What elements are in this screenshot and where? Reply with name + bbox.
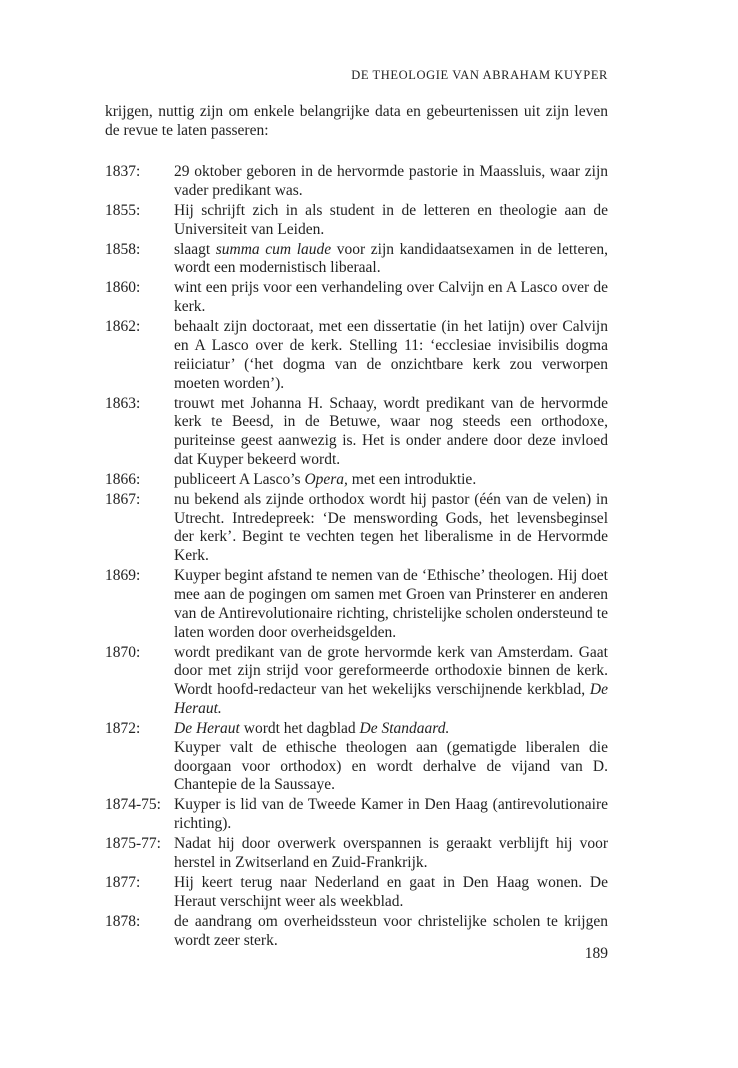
chronology-entry-1837	[105, 163, 608, 201]
entry-year: 1875-77:	[105, 835, 161, 853]
entry-year: 1872:	[105, 719, 141, 737]
intro-paragraph: krijgen, nuttig zijn om enkele belangrijke data en gebeurtenissen uit zijn leven de revue te laten passeren:	[105, 103, 608, 139]
chronology-entry-1872	[105, 720, 608, 795]
entry-year: 1870:	[105, 643, 141, 661]
entry-text-italic: De Heraut	[174, 719, 240, 737]
entry-year: 1869:	[105, 567, 141, 585]
entry-text	[174, 720, 608, 795]
entry-text-part: met een introduktie.	[347, 470, 477, 488]
entry-text: wint een prijs voor een verhandeling over Calvijn en A Lasco over de kerk.	[174, 279, 608, 316]
entry-text-line	[174, 720, 608, 739]
entry-text: Kuyper begint afstand te nemen van de ‘Ethische’ theologen. Hij doet mee aan de pogingen om samen met Groen van Prinsterer en anderen van de Antirevolutionaire richting, christelijke scholen ondersteund te laten worden door overheidsgelden.	[174, 567, 608, 641]
chronology-entry-1877	[105, 874, 608, 912]
entry-text	[174, 644, 608, 719]
entry-text-part: slaagt	[174, 240, 216, 258]
entry-year: 1862:	[105, 318, 141, 336]
entry-text-line: Kuyper valt de ethische theologen aan (gematigde liberalen die doorgaan voor orthodox) en wordt derhalve de vijand van D. Chantepie de la Saussaye.	[174, 738, 608, 794]
entry-text: de aandrang om overheidssteun voor christelijke scholen te krijgen wordt zeer sterk.	[174, 912, 608, 949]
entry-text-italic: Opera,	[304, 470, 348, 488]
entry-text-italic: De Heraut.	[174, 681, 608, 717]
chronology-entry-1863	[105, 395, 608, 470]
entry-year: 1837:	[105, 163, 141, 180]
entry-text-italic: De Standaard.	[359, 719, 450, 737]
chronology-entry-1875-77	[105, 835, 608, 873]
entry-text-part: wordt het dagblad	[239, 719, 360, 737]
entry-text	[174, 471, 608, 490]
entry-text	[174, 241, 608, 279]
entry-year: 1863:	[105, 394, 141, 412]
entry-year: 1874-75:	[105, 796, 161, 814]
entry-text: Nadat hij door overwerk overspannen is geraakt verblijft hij voor herstel in Zwitserland en Zuid-Frankrijk.	[174, 835, 608, 871]
entry-year: 1878:	[105, 912, 141, 930]
entry-text: Kuyper is lid van de Tweede Kamer in Den Haag (antirevolutionaire richting).	[174, 796, 608, 833]
chronology-entry-1874-75	[105, 796, 608, 834]
entry-text-part: publiceert A Lasco’s	[174, 470, 305, 488]
chronology-entry-1867	[105, 491, 608, 566]
entry-text-part: wordt predikant van de grote hervormde kerk van Amsterdam. Gaat door met zijn strijd voor gereformeerde orthodoxie binnen de kerk. Wordt hoofd-redacteur van het wekelijks verschijnende kerkblad,	[174, 643, 608, 699]
entry-year: 1855:	[105, 201, 141, 219]
chronology-entry-1855	[105, 202, 608, 240]
entry-year: 1858:	[105, 240, 141, 258]
entry-year: 1866:	[105, 470, 141, 488]
entry-year: 1877:	[105, 873, 141, 891]
entry-text: trouwt met Johanna H. Schaay, wordt predikant van de hervormde kerk te Beesd, in de Betuwe, waar nog steeds een orthodoxe, puriteinse geest aanwezig is. Het is onder andere door deze invloed dat Kuyper bekeerd wordt.	[174, 394, 608, 468]
chronology-entry-1866	[105, 471, 608, 490]
entry-text-part: voor zijn kandidaatsexamen in de letteren, wordt een modernistisch liberaal.	[174, 240, 608, 277]
chronology-entry-1862	[105, 318, 608, 393]
entry-text: 29 oktober geboren in de hervormde pastorie in Maassluis, waar zijn vader predikant was.	[174, 163, 608, 199]
chronology-entry-1858	[105, 241, 608, 279]
entry-text: nu bekend als zijnde orthodox wordt hij pastor (één van de velen) in Utrecht. Intredepreek: ‘De menswording Gods, het levensbeginsel der kerk’. Begint te vechten tegen het liberalisme in de Hervormde Kerk.	[174, 490, 608, 565]
entry-text: behaalt zijn doctoraat, met een dissertatie (in het latijn) over Calvijn en A Lasco over de kerk. Stelling 11: ‘ecclesiae invisibilis dogma reiiciatur’ (‘het dogma van de onzichtbare kerk zou verworpen moeten worden’).	[174, 318, 608, 392]
chronology-entry-1860	[105, 279, 608, 317]
running-head: DE THEOLOGIE VAN ABRAHAM KUYPER	[351, 68, 608, 82]
entry-year: 1860:	[105, 279, 141, 297]
entry-text: Hij keert terug naar Nederland en gaat in Den Haag wonen. De Heraut verschijnt weer als weekblad.	[174, 873, 608, 910]
page-number: 189	[584, 945, 608, 962]
chronology-list	[105, 163, 608, 951]
entry-year: 1867:	[105, 490, 141, 508]
entry-text: Hij schrijft zich in als student in de letteren en theologie aan de Universiteit van Leiden.	[174, 201, 608, 238]
entry-text-italic: summa cum laude	[215, 240, 332, 258]
chronology-entry-1870	[105, 644, 608, 719]
chronology-entry-1869	[105, 567, 608, 642]
